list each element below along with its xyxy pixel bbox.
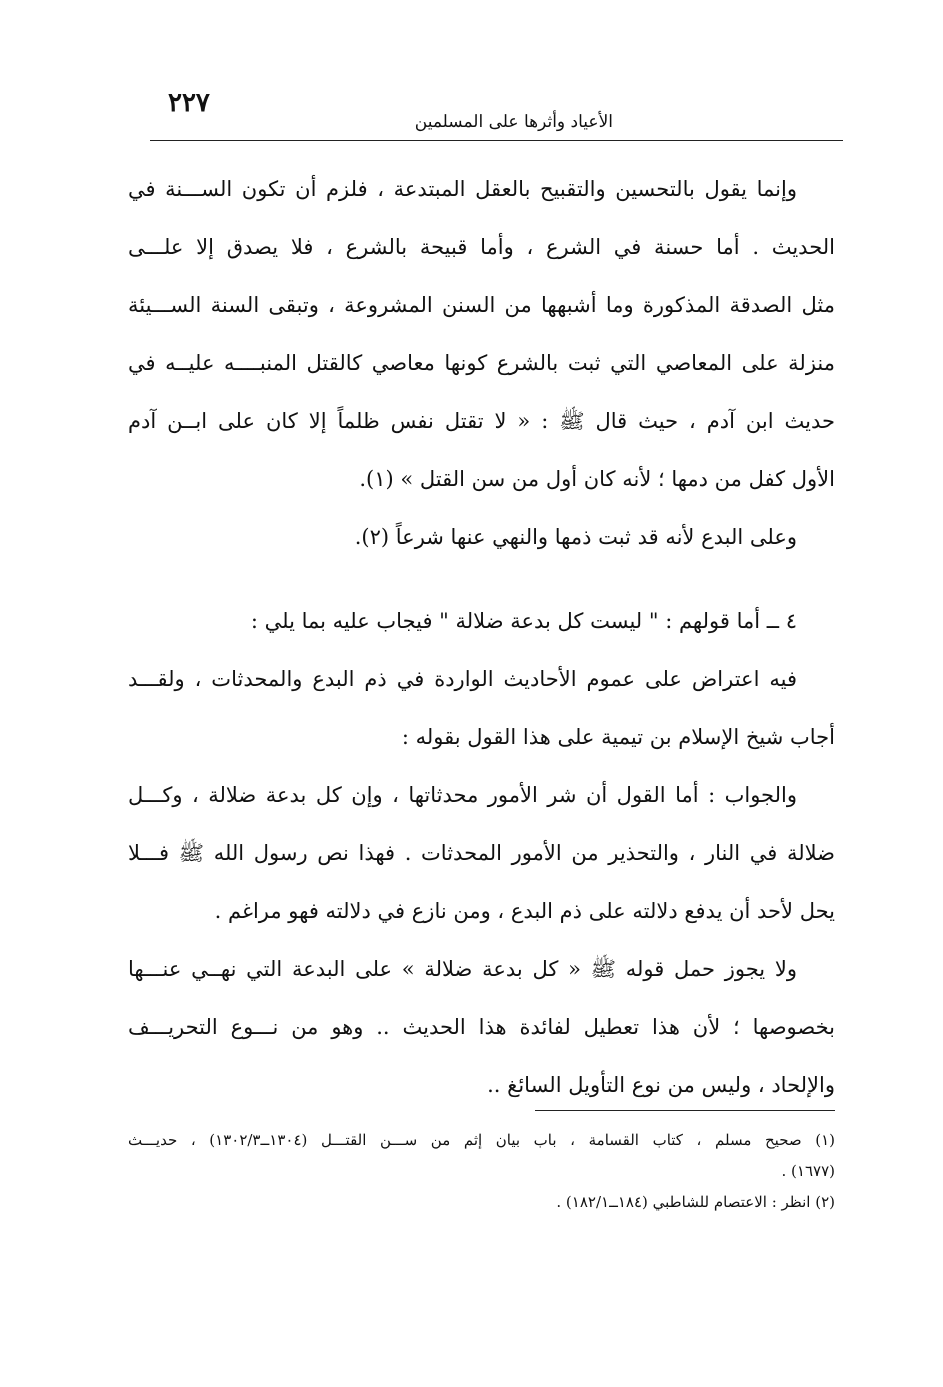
body-line: وإنما يقول بالتحسين والتقبيح بالعقل المبتدعة ، فلزم أن تكون الســـنة في [128,177,797,201]
body-line: الأول كفل من دمها ؛ لأنه كان أول من سن القتل » (١). [359,467,835,491]
body-line: فيه اعتراض على عموم الأحاديث الواردة في ذم البدع والمحدثات ، ولقـــد [128,667,797,691]
body-line: ضلالة في النار ، والتحذير من الأمور المحدثات . فهذا نص رسول الله ﷺ فـــلا [128,841,835,865]
body-line: والجواب : أما القول أن شر الأمور محدثاتها ، وإن كل بدعة ضلالة ، وكـــل [128,783,797,807]
footnote-line: (١٦٧٧) . [781,1162,835,1180]
footnote-divider [535,1110,835,1111]
body-line: مثل الصدقة المذكورة وما أشبهها من السنن المشروعة ، وتبقى السنة الســـيئة [128,293,835,317]
footnote-line: (٢) انظر : الاعتصام للشاطبي (١٨٤ــ١٨٢/١) . [556,1193,835,1211]
body-line: أجاب شيخ الإسلام بن تيمية على هذا القول بقوله : [401,725,835,749]
footnote-line: (١) صحيح مسلم ، كتاب القسامة ، باب بيان إثم من ســـن القتـــل (١٣٠٤ــ١٣٠٢/٣) ، حديـــث [128,1131,835,1149]
body-line: ولا يجوز حمل قوله ﷺ « كل بدعة ضلالة » على البدعة التي نهــي عنـــها [128,957,797,981]
header-divider [150,140,843,141]
footnotes [128,1125,835,1218]
running-title: الأعياد وأثرها على المسلمين [414,112,613,132]
body-line: وعلى البدع لأنه قد ثبت ذمها والنهي عنها شرعاً (٢). [354,525,797,549]
body-line: منزلة على المعاصي التي ثبت بالشرع كونها معاصي كالقتل المنبــــه عليــه في [128,351,835,375]
page-number: ٢٢٧ [168,88,210,118]
body-line: يحل لأحد أن يدفع دلالته على ذم البدع ، ومن نازع في دلالته فهو مراغم . [214,899,835,923]
body-line: بخصوصها ؛ لأن هذا تعطيل لفائدة هذا الحديث .. وهو من نـــوع التحريـــف [128,1015,835,1039]
section-heading: ٤ ــ أما قولهم : " ليست كل بدعة ضلالة " فيجاب عليه بما يلي : [250,609,797,633]
body-line: حديث ابن آدم ، حيث قال ﷺ : « لا تقتل نفس ظلماً إلا كان على ابــن آدم [128,409,835,433]
body-line: الحديث . أما حسنة في الشرع ، وأما قبيحة بالشرع ، فلا يصدق إلا علـــى [128,235,835,259]
body-line: والإلحاد ، وليس من نوع التأويل السائغ .. [487,1073,835,1097]
paragraph-gap [128,566,835,592]
body-text [128,160,835,1114]
